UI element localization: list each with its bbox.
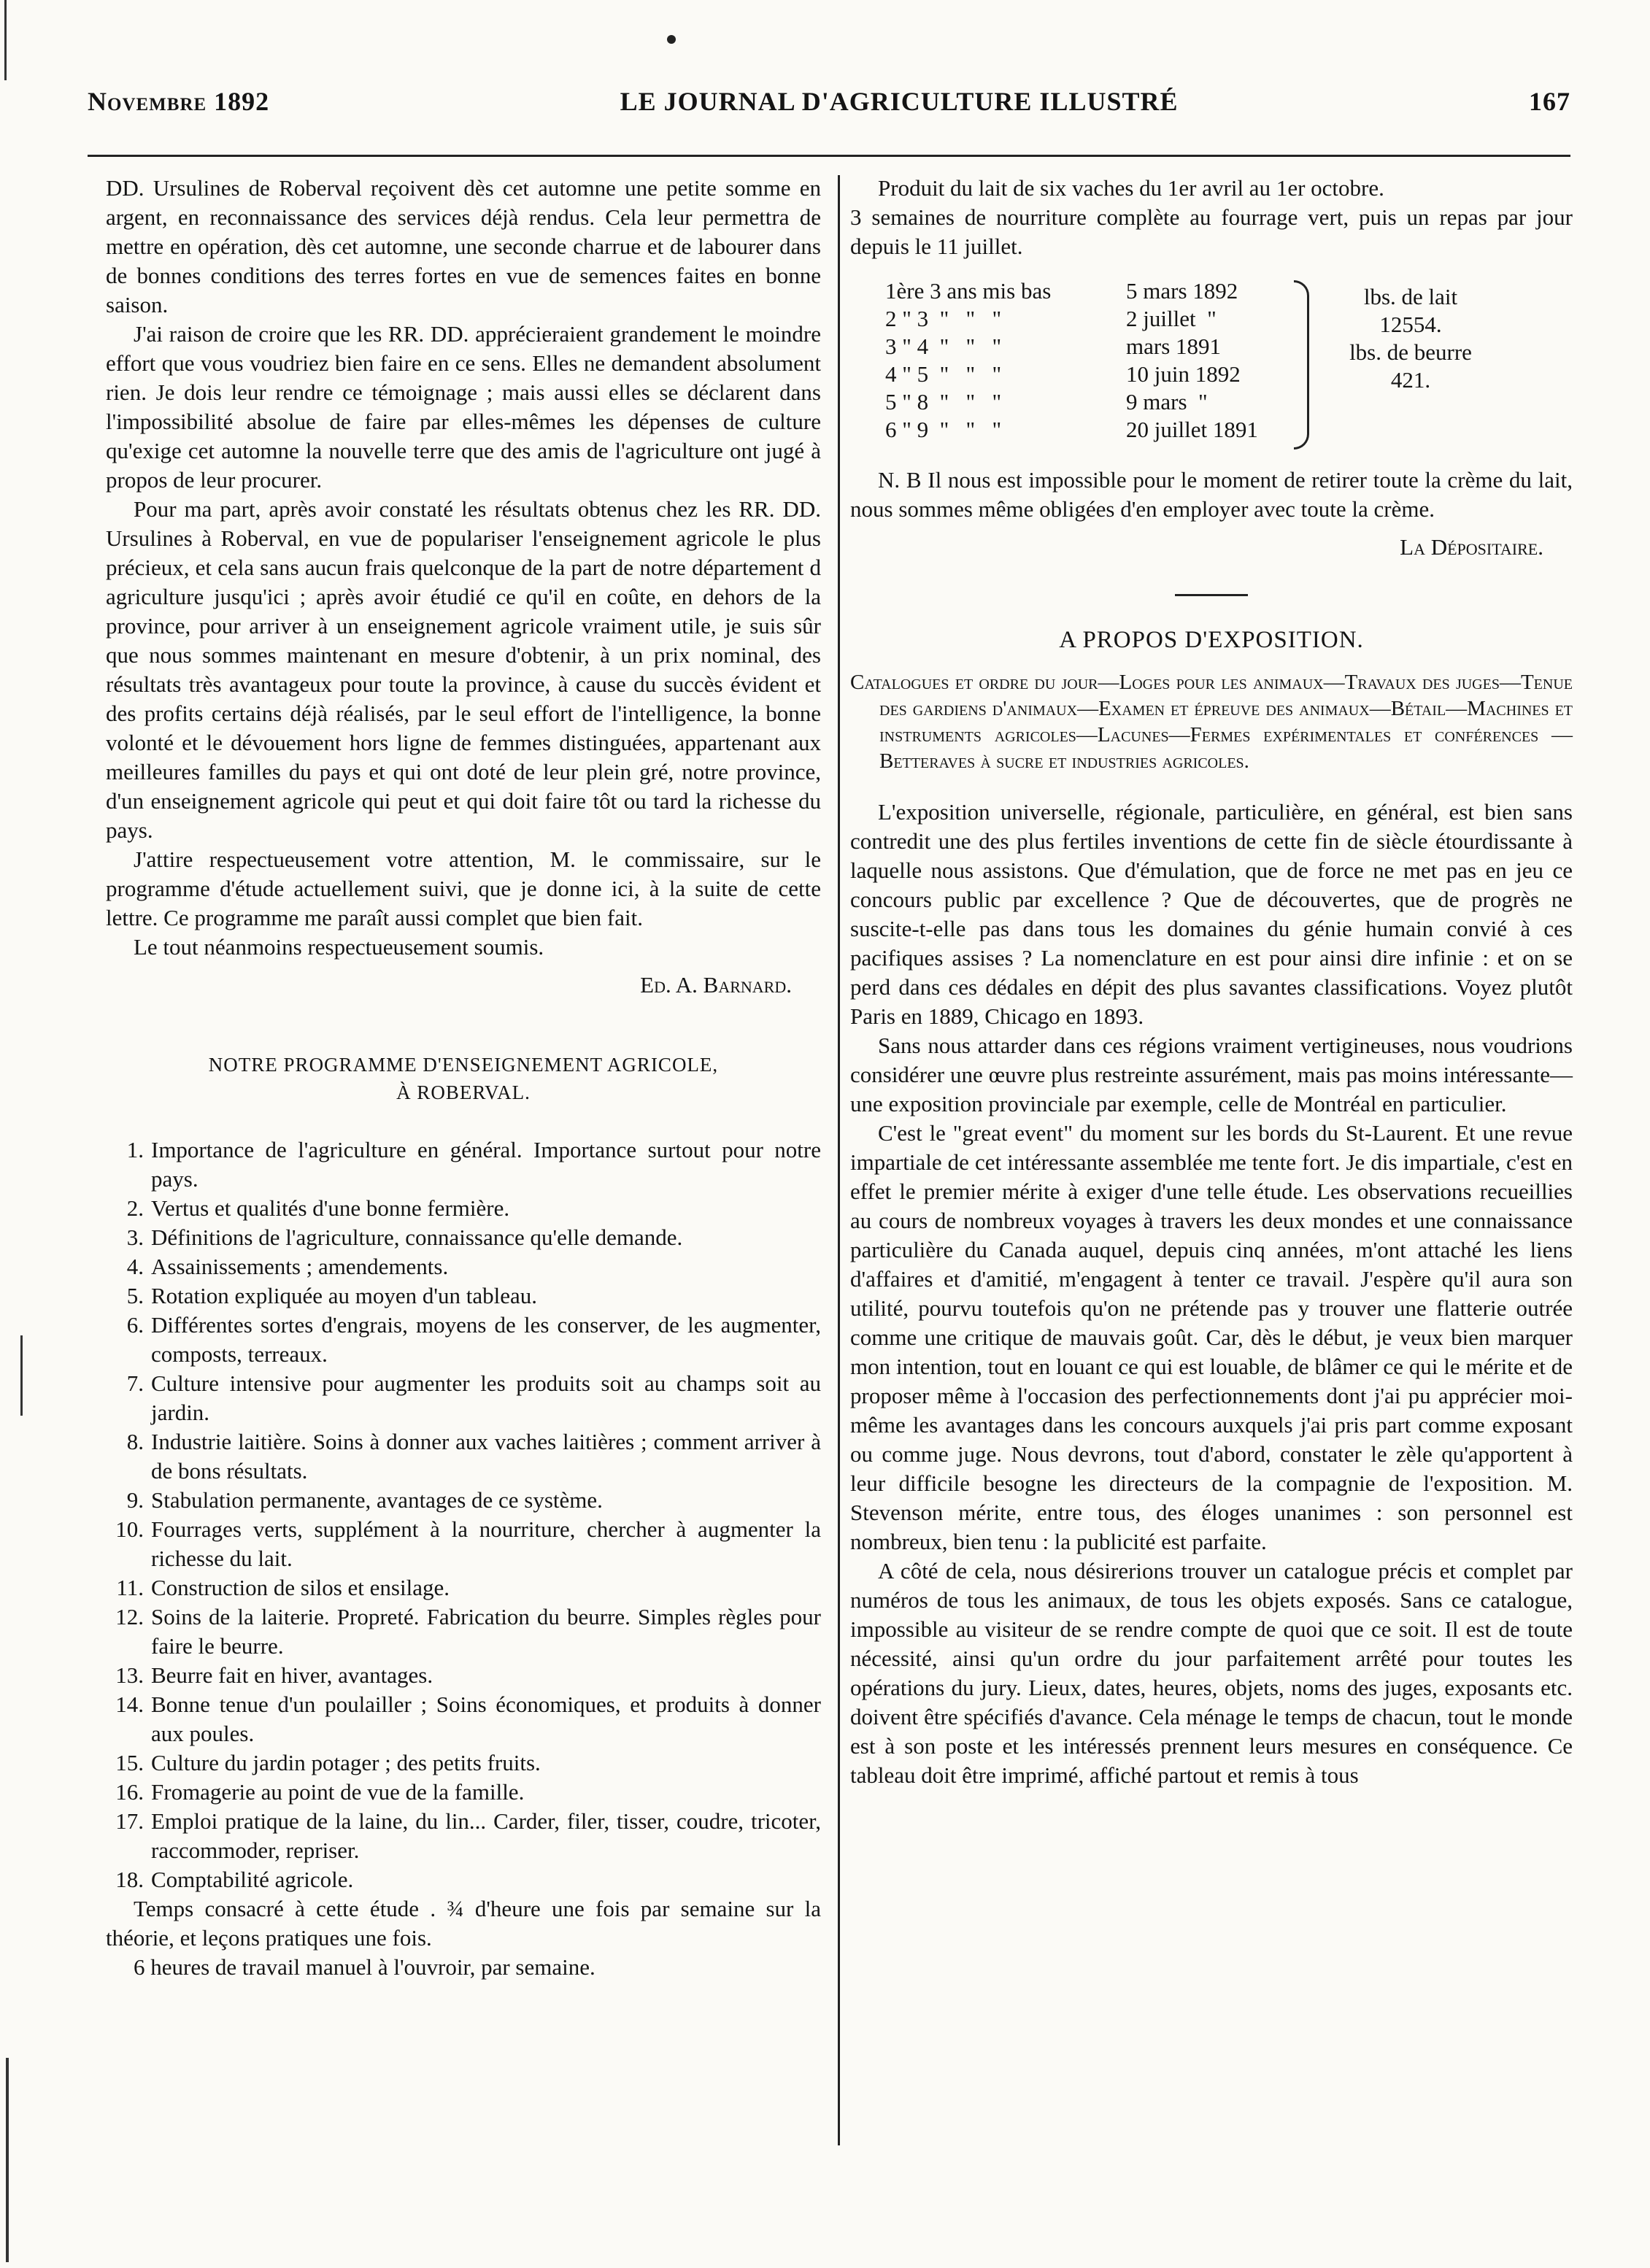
program-title-line: À ROBERVAL.	[396, 1081, 531, 1103]
table-row: 4 " 5 " " " 10 juin 1892	[885, 361, 1241, 387]
paragraph: Sans nous attarder dans ces régions vraiment vertigineuses, nous voudrions considérer une œuvre plus restreinte assurément, mais pas moins intéressante—une exposition provinciale par exemple, celle de Montréal en particulier.	[850, 1033, 1573, 1116]
list-item: 12. Soins de la laiterie. Propreté. Fabrication du beurre. Simples règles pour faire le beurre.	[115, 1604, 821, 1659]
scan-edge-mark	[4, 0, 7, 80]
list-item: 4. Assainissements ; amendements.	[126, 1254, 449, 1279]
list-item: 17. Emploi pratique de la laine, du lin... Carder, filer, tisser, coudre, tricoter, raccommoder, repriser.	[115, 1808, 821, 1863]
list-item: 18. Comptabilité agricole.	[115, 1867, 354, 1892]
list-item: 9. Stabulation permanente, avantages de ce système.	[126, 1487, 603, 1513]
milk-label: lbs. de lait	[1363, 284, 1458, 309]
butter-label: lbs. de beurre	[1349, 339, 1472, 365]
list-item: 16. Fromagerie au point de vue de la famille.	[115, 1779, 525, 1805]
ink-dot	[667, 35, 676, 44]
article-title: A PROPOS D'EXPOSITION.	[1059, 627, 1364, 653]
table-row: 3 " 4 " " " mars 1891	[885, 333, 1222, 359]
table-row: 2 " 3 " " " 2 juillet "	[885, 306, 1217, 331]
milk-total: 12554.	[1379, 312, 1442, 337]
list-item: 11. Construction de silos et ensilage.	[116, 1575, 450, 1600]
production-table	[885, 277, 1573, 450]
right-column	[850, 174, 1573, 1790]
program-title-line: NOTRE PROGRAMME D'ENSEIGNEMENT AGRICOLE,	[208, 1054, 719, 1076]
paragraph: Le tout néanmoins respectueusement soumis.	[134, 934, 544, 960]
list-item: 10. Fourrages verts, supplément à la nourriture, chercher à augmenter la richesse du lait.	[115, 1516, 821, 1571]
paragraph: C'est le "great event" du moment sur les bords du St-Laurent. Et une revue impartiale de cet intéressante assemblée me tente fort. Je dis impartiale, c'est en effet le premier mérite à exiger d'une telle étude. Les observations recueillies au cours de nombreux voyages à travers les deux mondes et une connaissance particulière du Canada auquel, depuis cinq années, m'ont attaché les liens d'affaires et d'amitié, m'engagent à tenter ce travail. J'espère qu'il aura son utilité, pourvu toutefois qu'on ne prétende pas y trouver une flatterie outrée comme une critique de mauvais goût. Car, dès le début, je veux bien marquer mon intention, tout en louant ce qui est louable, de blâmer ce qui le mérite et de proposer même à l'occasion des perfectionnements dont j'ai pu apprécier moi-même les avantages dans les concours auxquels j'ai pris part comme exposant ou comme juge. Nous devrons, tout d'abord, constater le zèle qu'apportent à leur difficile besogne les directeurs de la compagnie de l'exposition. M. Stevenson mérite, entre tous, des éloges unanimes : son personnel est nombreux, bien tenu : la publicité est parfaite.	[850, 1120, 1573, 1554]
section-divider	[1175, 594, 1248, 596]
left-column	[106, 174, 821, 1982]
program-title	[106, 1051, 821, 1106]
list-item: 7. Culture intensive pour augmenter les produits soit au champs soit au jardin.	[126, 1370, 821, 1425]
list-item: 13. Beurre fait en hiver, avantages.	[115, 1662, 433, 1688]
list-item: 15. Culture du jardin potager ; des petits fruits.	[115, 1750, 541, 1775]
signature: La Dépositaire.	[1400, 534, 1543, 560]
journal-title: LE JOURNAL D'AGRICULTURE ILLUSTRÉ	[620, 87, 1179, 116]
list-item: 2. Vertus et qualités d'une bonne fermière.	[126, 1195, 510, 1221]
page-header	[88, 86, 1570, 130]
butter-total: 421.	[1390, 367, 1431, 393]
list-item: 1. Importance de l'agriculture en général. Importance surtout pour notre pays.	[126, 1137, 821, 1192]
cow-rows	[885, 277, 1294, 450]
header-rule	[88, 155, 1570, 157]
table-row: 6 " 9 " " " 20 juillet 1891	[885, 417, 1258, 442]
paragraph: 3 semaines de nourriture complète au fourrage vert, puis un repas par jour depuis le 11 juillet.	[850, 204, 1573, 259]
paragraph: J'attire respectueusement votre attention, M. le commissaire, sur le programme d'étude actuellement suivi, que je donne ici, à la suite de cette lettre. Ce programme me paraît aussi complet que bien fait.	[106, 846, 821, 930]
article-summary: Catalogues et ordre du jour—Loges pour les animaux—Travaux des juges—Tenue des gardiens d'animaux—Examen et épreuve des animaux—Bétail—Machines et instruments agricoles—Lacunes—Fermes expérimentales et conférences — Betteraves à sucre et industries agricoles.	[850, 671, 1573, 773]
paragraph: 6 heures de travail manuel à l'ouvroir, par semaine.	[134, 1954, 595, 1980]
paragraph: N. B Il nous est impossible pour le moment de retirer toute la crème du lait, nous sommes même obligées d'en employer avec toute la crème.	[850, 467, 1573, 522]
issue-date: Novembre 1892	[88, 87, 270, 116]
list-item: 3. Définitions de l'agriculture, connaissance qu'elle demande.	[126, 1224, 683, 1250]
page-number: 167	[1528, 87, 1570, 116]
signature: Ed. A. Barnard.	[640, 972, 792, 998]
paragraph: L'exposition universelle, régionale, particulière, en général, est bien sans contredit une des plus fertiles inventions de cette fin de siècle étourdissante à laquelle nous assistons. Que d'émulation, que de force ne met pas en jeu ce concours public par excellence ? Que de découvertes, que de progrès ne suscite-t-elle pas dans tous les domaines du génie humain convié à ces pacifiques assises ? La nomenclature en est pour ainsi dire infinie : et on se perd dans ces dédales en dépit des plus savantes classifications. Voyez plutôt Paris en 1889, Chicago en 1893.	[850, 799, 1573, 1029]
list-item: 6. Différentes sortes d'engrais, moyens de les conserver, de les augmenter, composts, terreaux.	[126, 1312, 821, 1367]
paragraph: Temps consacré à cette étude . ¾ d'heure une fois par semaine sur la théorie, et leçons pratiques une fois.	[106, 1896, 821, 1951]
table-row: 1ère 3 ans mis bas 5 mars 1892	[885, 278, 1238, 304]
list-item: 14. Bonne tenue d'un poulailler ; Soins économiques, et produits à donner aux poules.	[115, 1692, 821, 1746]
totals	[1327, 277, 1495, 450]
brace	[1294, 280, 1309, 450]
scan-edge-mark	[20, 1335, 23, 1416]
table-row: 5 " 8 " " " 9 mars "	[885, 389, 1208, 414]
scan-edge-mark	[6, 2058, 9, 2262]
paragraph: A côté de cela, nous désirerions trouver un catalogue précis et complet par numéros de tous les animaux, de tous les objets exposés. Sans ce catalogue, impossible au visiteur de se rendre compte de quoi que ce soit. Il est de toute nécessité, ainsi qu'un ordre du jour parfaitement arrêté pour toutes les opérations du jury. Lieux, dates, heures, objets, noms des juges, exposants etc. doivent être spécifiés d'avance. Cela ménage le temps de chacun, tout le monde est à son poste et les intéressés prennent leurs mesures en conséquence. Ce tableau doit être imprimé, affiché partout et remis à tous	[850, 1558, 1573, 1788]
program-list	[106, 1135, 821, 1894]
paragraph: Pour ma part, après avoir constaté les résultats obtenus chez les RR. DD. Ursulines à Roberval, en vue de populariser l'enseignement agricole le plus précieux, et cela sans aucun frais quelconque de la part de notre département d agriculture jusqu'ici ; après avoir étudié ce qu'il en coûte, en dehors de la province, pour arriver à un enseignement agricole vraiment utile, je suis sûr que nous sommes maintenant en mesure d'obtenir, à un prix nominal, des résultats très avantageux pour toute la province, à cause du succès évident et des profits certains déjà réalisés, par le seul effort de l'intelligence, la bonne volonté et le dévouement hors ligne de femmes distinguées, appartenant aux meilleures familles du pays et qui ont doté de leur plein gré, notre province, d'un enseignement agricole qui peut et qui doit faire tôt ou tard la richesse du pays.	[106, 496, 821, 843]
paragraph: Produit du lait de six vaches du 1er avril au 1er octobre.	[878, 175, 1384, 201]
list-item: 8. Industrie laitière. Soins à donner aux vaches laitières ; comment arriver à de bons résultats.	[126, 1429, 821, 1484]
paragraph: DD. Ursulines de Roberval reçoivent dès cet automne une petite somme en argent, en reconnaissance des services déjà rendus. Cela leur permettra de mettre en opération, dès cet automne, une seconde charrue et de labourer dans de bonnes conditions des terres fortes en vue de semences faites en bonne saison.	[106, 175, 821, 317]
list-item: 5. Rotation expliquée au moyen d'un tableau.	[126, 1283, 537, 1308]
paragraph: J'ai raison de croire que les RR. DD. apprécieraient grandement le moindre effort que vous voudriez bien faire en ce sens. Elles ne demandent absolument rien. Je dois leur rendre ce témoignage ; mais aussi elles se déclarent dans l'impossibilité absolue de faire par elles-mêmes les dépenses de culture qu'exige cet automne la nouvelle terre que des amis de l'agriculture ont jugé à propos de leur procurer.	[106, 321, 821, 493]
column-rule	[838, 175, 840, 2145]
